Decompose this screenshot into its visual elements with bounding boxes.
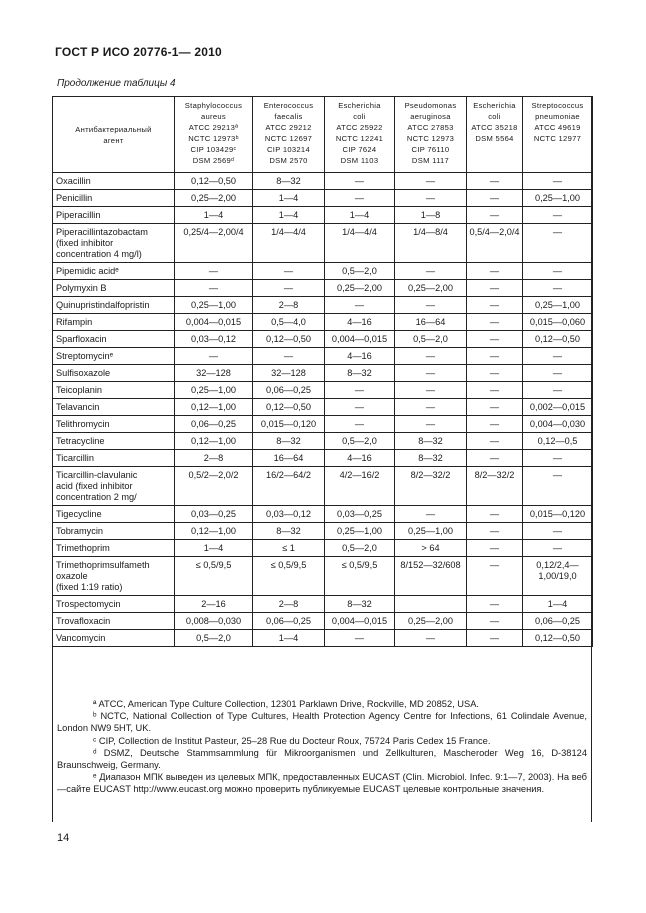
agent-name-line: Piperacillintazobactam xyxy=(56,227,148,237)
agent-name-line: Pipemidic acidᵉ xyxy=(56,266,119,276)
mic-range-cell: — xyxy=(467,557,523,596)
mic-range-cell: — xyxy=(467,416,523,433)
mic-range-cell: 0,25—1,00 xyxy=(175,297,253,314)
table-row xyxy=(53,540,593,557)
agent-name-cell xyxy=(53,467,175,506)
header-line: CIP 103429ᶜ xyxy=(190,145,237,154)
table-row xyxy=(53,331,593,348)
mic-range-cell: — xyxy=(395,173,467,190)
agent-name-line: concentration 4 mg/l) xyxy=(56,249,142,259)
mic-range-cell: — xyxy=(523,280,593,297)
mic-range-cell: — xyxy=(325,297,395,314)
table-row xyxy=(53,314,593,331)
mic-range-cell: ≤ 0,5/9,5 xyxy=(175,557,253,596)
table-row xyxy=(53,399,593,416)
mic-range-cell: 16/2—64/2 xyxy=(253,467,325,506)
mic-range-cell: 0,12—1,00 xyxy=(175,433,253,450)
header-line: faecalis xyxy=(274,112,303,121)
agent-name-cell xyxy=(53,297,175,314)
mic-range-cell: ≤ 1 xyxy=(253,540,325,557)
agent-name-cell xyxy=(53,433,175,450)
agent-name-cell xyxy=(53,263,175,280)
mic-range-cell: 0,004—0,030 xyxy=(523,416,593,433)
mic-range-cell: 0,03—0,25 xyxy=(175,506,253,523)
mic-range-cell: 0,25—1,00 xyxy=(325,523,395,540)
mic-range-cell: 8/2—32/2 xyxy=(395,467,467,506)
agent-name-line: (fixed inhibitor xyxy=(56,238,114,248)
mic-range-cell: — xyxy=(395,263,467,280)
mic-range-cell: 2—16 xyxy=(175,596,253,613)
mic-range-cell: 0,12—0,50 xyxy=(253,399,325,416)
mic-range-cell: — xyxy=(253,263,325,280)
mic-range-line: 1,00/19,0 xyxy=(538,571,577,581)
agent-name-cell xyxy=(53,224,175,263)
mic-range-cell: ≤ 0,5/9,5 xyxy=(325,557,395,596)
mic-range-cell: 1/4—8/4 xyxy=(395,224,467,263)
agent-name-cell xyxy=(53,596,175,613)
header-line: Pseudomonas xyxy=(404,101,457,110)
mic-range-cell: — xyxy=(467,523,523,540)
table-row xyxy=(53,173,593,190)
agent-name-cell xyxy=(53,506,175,523)
mic-range-cell: 1—8 xyxy=(395,207,467,224)
table-continuation-caption: Продолжение таблицы 4 xyxy=(57,78,176,89)
mic-range-cell: — xyxy=(253,348,325,365)
table-row xyxy=(53,596,593,613)
header-line: coli xyxy=(353,112,366,121)
mic-range-cell: — xyxy=(467,314,523,331)
organism-column-header xyxy=(523,97,593,173)
mic-range-cell: — xyxy=(467,280,523,297)
mic-ranges-table xyxy=(52,96,593,647)
mic-range-cell: 0,5/2—2,0/2 xyxy=(175,467,253,506)
mic-range-cell: 2—8 xyxy=(253,596,325,613)
mic-range-cell: 0,03—0,12 xyxy=(253,506,325,523)
table-row xyxy=(53,613,593,630)
mic-range-cell: 0,06—0,25 xyxy=(175,416,253,433)
mic-range-cell: 0,12—0,5 xyxy=(523,433,593,450)
agent-name-line: Trospectomycin xyxy=(56,599,121,609)
mic-range-cell: 0,25—2,00 xyxy=(395,613,467,630)
header-line: DSM 1103 xyxy=(340,156,379,165)
mic-range-cell: — xyxy=(467,207,523,224)
agent-name-cell xyxy=(53,540,175,557)
table-row xyxy=(53,224,593,263)
agent-name-cell xyxy=(53,557,175,596)
header-line: Escherichia xyxy=(473,101,516,110)
mic-range-cell: > 64 xyxy=(395,540,467,557)
mic-range-cell: 1—4 xyxy=(523,596,593,613)
mic-range-cell: 0,015—0,120 xyxy=(523,506,593,523)
agent-name-line: Oxacillin xyxy=(56,176,91,186)
mic-range-cell: — xyxy=(523,450,593,467)
agent-name-cell xyxy=(53,399,175,416)
page-number: 14 xyxy=(57,832,70,844)
footnotes xyxy=(57,698,587,796)
agent-name-line: Telithromycin xyxy=(56,419,110,429)
mic-range-cell: 0,25/4—2,00/4 xyxy=(175,224,253,263)
mic-range-cell: 0,06—0,25 xyxy=(523,613,593,630)
mic-range-cell xyxy=(523,557,593,596)
table-row xyxy=(53,382,593,399)
mic-range-cell: 4—16 xyxy=(325,348,395,365)
header-line: NCTC 12241 xyxy=(335,134,384,143)
mic-range-cell: — xyxy=(253,280,325,297)
mic-range-cell: 0,002—0,015 xyxy=(523,399,593,416)
mic-range-cell: 32—128 xyxy=(175,365,253,382)
agent-name-line: (fixed 1:19 ratio) xyxy=(56,582,123,592)
mic-range-cell: 1—4 xyxy=(175,207,253,224)
mic-range-cell: — xyxy=(467,297,523,314)
document-header: ГОСТ Р ИСО 20776-1— 2010 xyxy=(55,45,222,59)
header-line: aureus xyxy=(200,112,227,121)
mic-range-cell: 8—32 xyxy=(325,596,395,613)
mic-range-cell: 0,004—0,015 xyxy=(325,331,395,348)
mic-range-cell: — xyxy=(467,450,523,467)
table-row xyxy=(53,297,593,314)
mic-range-cell: — xyxy=(467,433,523,450)
organism-column-header xyxy=(253,97,325,173)
mic-range-cell: — xyxy=(395,365,467,382)
mic-range-cell: — xyxy=(175,263,253,280)
footnote: ᵈ DSMZ, Deutsche Stammsammlung für Mikroorganismen und Zellkulturen, Mascheroder Weg 16, D-38124 Braunschweig, Germany. xyxy=(57,747,587,771)
mic-range-cell: — xyxy=(523,365,593,382)
mic-range-cell: — xyxy=(395,416,467,433)
header-line: CIP 76110 xyxy=(411,145,450,154)
mic-range-cell: — xyxy=(467,263,523,280)
mic-range-cell: 0,12—0,50 xyxy=(175,173,253,190)
agent-name-line: Quinupristindalfopristin xyxy=(56,300,150,310)
table-row xyxy=(53,506,593,523)
mic-range-cell: 0,25—1,00 xyxy=(175,382,253,399)
table-row xyxy=(53,365,593,382)
header-line: Enterococcus xyxy=(263,101,314,110)
table-row xyxy=(53,433,593,450)
mic-range-cell: — xyxy=(175,280,253,297)
agent-name-cell xyxy=(53,207,175,224)
mic-range-cell: — xyxy=(395,348,467,365)
mic-range-cell: 8—32 xyxy=(395,433,467,450)
mic-range-cell: 0,5/4—2,0/4 xyxy=(467,224,523,263)
agent-name-line: acid (fixed inhibitor xyxy=(56,481,133,491)
mic-range-cell: 0,12—0,50 xyxy=(523,331,593,348)
agent-name-line: Ticarcillin-clavulanic xyxy=(56,470,138,480)
mic-range-cell: 0,5—2,0 xyxy=(325,433,395,450)
mic-range-line: 0,12/2,4— xyxy=(536,560,579,570)
agent-name-cell xyxy=(53,331,175,348)
mic-range-cell: 0,008—0,030 xyxy=(175,613,253,630)
header-line: DSM 5564 xyxy=(475,134,514,143)
mic-range-cell: 8/2—32/2 xyxy=(467,467,523,506)
organism-column-header xyxy=(325,97,395,173)
mic-range-cell: — xyxy=(395,382,467,399)
mic-range-cell: 32—128 xyxy=(253,365,325,382)
agent-name-line: Penicillin xyxy=(56,193,93,203)
mic-range-cell: 0,015—0,120 xyxy=(253,416,325,433)
mic-range-cell: 0,5—4,0 xyxy=(253,314,325,331)
mic-range-cell: — xyxy=(523,467,593,506)
agent-name-cell xyxy=(53,173,175,190)
header-line: ATCC 35218 xyxy=(471,123,518,132)
mic-range-cell: 0,12—1,00 xyxy=(175,399,253,416)
table-row xyxy=(53,523,593,540)
mic-range-cell: — xyxy=(467,613,523,630)
agent-name-line: Telavancin xyxy=(56,402,100,412)
header-line: coli xyxy=(488,112,501,121)
agent-name-line: Streptomycinᵉ xyxy=(56,351,114,361)
mic-range-cell: 16—64 xyxy=(253,450,325,467)
mic-range-cell: — xyxy=(467,190,523,207)
header-line: CIP 103214 xyxy=(267,145,310,154)
mic-range-cell: — xyxy=(467,382,523,399)
mic-range-cell: 8—32 xyxy=(395,450,467,467)
mic-range-cell: 2—8 xyxy=(175,450,253,467)
mic-range-cell: — xyxy=(175,348,253,365)
agent-name-line: Tetracycline xyxy=(56,436,105,446)
mic-range-cell: — xyxy=(467,365,523,382)
agent-name-cell xyxy=(53,348,175,365)
mic-range-cell: 8/152—32/608 xyxy=(395,557,467,596)
header-line: DSM 2569ᵈ xyxy=(192,156,235,165)
mic-range-cell: 0,06—0,25 xyxy=(253,613,325,630)
agent-column-header xyxy=(53,97,175,173)
mic-range-cell: 0,5—2,0 xyxy=(325,540,395,557)
mic-range-cell: — xyxy=(325,399,395,416)
header-line: Staphylococcus xyxy=(184,101,243,110)
mic-range-cell: — xyxy=(325,416,395,433)
agent-name-line: Rifampin xyxy=(56,317,93,327)
mic-range-cell: — xyxy=(325,173,395,190)
mic-range-cell: 2—8 xyxy=(253,297,325,314)
header-line: NCTC 12973 xyxy=(406,134,455,143)
mic-range-cell: — xyxy=(523,263,593,280)
header-line: DSM 2570 xyxy=(269,156,308,165)
mic-range-cell: — xyxy=(467,348,523,365)
mic-range-cell: — xyxy=(523,348,593,365)
mic-range-cell: 0,25—2,00 xyxy=(395,280,467,297)
mic-range-cell: 1—4 xyxy=(253,207,325,224)
mic-range-cell: — xyxy=(467,173,523,190)
agent-name-line: Tobramycin xyxy=(56,526,103,536)
mic-range-cell: 8—32 xyxy=(253,523,325,540)
header-line: pneumoniae xyxy=(535,112,580,121)
mic-range-cell: 4—16 xyxy=(325,450,395,467)
table-row xyxy=(53,467,593,506)
mic-range-cell: — xyxy=(395,190,467,207)
mic-range-cell: 1—4 xyxy=(253,630,325,647)
mic-range-cell: 8—32 xyxy=(253,433,325,450)
mic-range-cell: 0,25—1,00 xyxy=(523,190,593,207)
agent-name-line: Piperacillin xyxy=(56,210,101,220)
organism-column-header xyxy=(395,97,467,173)
agent-name-cell xyxy=(53,416,175,433)
mic-range-cell: — xyxy=(467,630,523,647)
table-row xyxy=(53,416,593,433)
table-row xyxy=(53,207,593,224)
header-line: Антибактериальный xyxy=(75,124,152,134)
header-line: Escherichia xyxy=(338,101,381,110)
mic-range-cell: — xyxy=(523,540,593,557)
mic-range-cell: 0,004—0,015 xyxy=(175,314,253,331)
header-line: CIP 7624 xyxy=(342,145,377,154)
mic-range-cell: — xyxy=(467,596,523,613)
mic-range-cell: — xyxy=(523,173,593,190)
mic-range-cell: — xyxy=(523,382,593,399)
mic-range-cell: 1—4 xyxy=(175,540,253,557)
header-line: DSM 1117 xyxy=(411,156,450,165)
header-line: NCTC 12977 xyxy=(533,134,582,143)
agent-name-cell xyxy=(53,365,175,382)
agent-name-cell xyxy=(53,382,175,399)
mic-range-cell: — xyxy=(395,399,467,416)
agent-name-line: Trimethoprimsulfameth xyxy=(56,560,150,570)
agent-name-cell xyxy=(53,450,175,467)
mic-range-cell: 1—4 xyxy=(325,207,395,224)
agent-name-line: Ticarcillin xyxy=(56,453,94,463)
mic-range-cell: — xyxy=(467,506,523,523)
agent-name-line: Trovafloxacin xyxy=(56,616,111,626)
footnote: ᵉ Диапазон МПК выведен из целевых МПК, предоставленных EUCAST (Clin. Microbiol. Infec. 9:1—7, 2003). На веб—сайте EUCAST http://www.eucast.org можно проверить публикуемые EUCAST целевые контрольные значения. xyxy=(57,772,587,795)
table-row xyxy=(53,263,593,280)
mic-range-cell: 0,03—0,12 xyxy=(175,331,253,348)
footnote: ᵇ NCTC, National Collection of Type Cultures, Health Protection Agency Centre for Infections, 61 Colindale Avenue, London NW9 5HT, UK. xyxy=(57,711,587,734)
organism-column-header xyxy=(467,97,523,173)
header-line: ATCC 29212 xyxy=(265,123,312,132)
mic-range-cell: 0,25—2,00 xyxy=(325,280,395,297)
table-row xyxy=(53,557,593,596)
agent-name-line: concentration 2 mg/ xyxy=(56,492,137,502)
footnote: ᶜ CIP, Collection de Institut Pasteur, 25–28 Rue du Docteur Roux, 75724 Paris Cedex 15 France. xyxy=(93,735,491,746)
table-header-row xyxy=(53,97,593,173)
header-line: ATCC 27853 xyxy=(407,123,454,132)
mic-range-cell: — xyxy=(523,523,593,540)
mic-range-cell: 0,004—0,015 xyxy=(325,613,395,630)
agent-name-line: Teicoplanin xyxy=(56,385,102,395)
mic-range-cell: 4/2—16/2 xyxy=(325,467,395,506)
header-line: ATCC 29213ª xyxy=(188,123,239,132)
mic-range-cell: 0,25—1,00 xyxy=(523,297,593,314)
header-line: ATCC 49619 xyxy=(534,123,581,132)
mic-range-cell: — xyxy=(395,297,467,314)
agent-name-cell xyxy=(53,523,175,540)
header-line: NCTC 12973ᵇ xyxy=(188,134,239,143)
mic-range-cell: — xyxy=(395,630,467,647)
agent-name-line: Trimethoprim xyxy=(56,543,110,553)
mic-range-cell: 8—32 xyxy=(325,365,395,382)
table-row xyxy=(53,280,593,297)
mic-range-cell: — xyxy=(325,630,395,647)
organism-column-header xyxy=(175,97,253,173)
mic-range-cell: 0,5—2,0 xyxy=(175,630,253,647)
mic-range-cell: 0,12—0,50 xyxy=(253,331,325,348)
agent-name-line: Tigecycline xyxy=(56,509,102,519)
header-line: aeruginosa xyxy=(410,112,451,121)
mic-range-cell: 0,5—2,0 xyxy=(395,331,467,348)
mic-range-cell: — xyxy=(395,506,467,523)
mic-range-cell: 0,5—2,0 xyxy=(325,263,395,280)
agent-name-line: Vancomycin xyxy=(56,633,106,643)
agent-name-line: Sulfisoxazole xyxy=(56,368,111,378)
mic-range-cell: 4—16 xyxy=(325,314,395,331)
agent-name-line: Sparfloxacin xyxy=(56,334,107,344)
table-row xyxy=(53,348,593,365)
mic-range-cell: 1/4—4/4 xyxy=(325,224,395,263)
header-line: Streptococcus xyxy=(531,101,584,110)
mic-range-cell: 0,06—0,25 xyxy=(253,382,325,399)
mic-range-cell: 0,12—0,50 xyxy=(523,630,593,647)
header-line: агент xyxy=(103,135,124,145)
mic-range-cell: 1—4 xyxy=(253,190,325,207)
mic-range-cell: 0,12—1,00 xyxy=(175,523,253,540)
mic-range-cell: — xyxy=(467,399,523,416)
mic-range-cell: 0,03—0,25 xyxy=(325,506,395,523)
agent-name-cell xyxy=(53,613,175,630)
mic-range-cell: 0,015—0,060 xyxy=(523,314,593,331)
table-row xyxy=(53,630,593,647)
mic-range-cell: — xyxy=(523,207,593,224)
agent-name-cell xyxy=(53,314,175,331)
agent-name-cell xyxy=(53,280,175,297)
mic-range-cell: — xyxy=(467,331,523,348)
mic-range-cell: 16—64 xyxy=(395,314,467,331)
agent-name-line: Polymyxin B xyxy=(56,283,107,293)
table-row xyxy=(53,450,593,467)
mic-range-cell: 0,25—1,00 xyxy=(395,523,467,540)
agent-name-cell xyxy=(53,630,175,647)
mic-range-cell: 0,25—2,00 xyxy=(175,190,253,207)
mic-range-cell: — xyxy=(325,382,395,399)
mic-range-cell xyxy=(395,596,467,613)
mic-range-cell: — xyxy=(467,540,523,557)
table-row xyxy=(53,190,593,207)
mic-range-cell: ≤ 0,5/9,5 xyxy=(253,557,325,596)
header-line: NCTC 12697 xyxy=(264,134,313,143)
header-line: ATCC 25922 xyxy=(336,123,383,132)
mic-range-cell: — xyxy=(523,224,593,263)
footnote: ª ATCC, American Type Culture Collection, 12301 Parklawn Drive, Rockville, MD 20852, USA. xyxy=(93,699,479,709)
mic-range-cell: — xyxy=(325,190,395,207)
agent-name-line: oxazole xyxy=(56,571,88,581)
mic-range-cell: 1/4—4/4 xyxy=(253,224,325,263)
agent-name-cell xyxy=(53,190,175,207)
mic-range-cell: 8—32 xyxy=(253,173,325,190)
